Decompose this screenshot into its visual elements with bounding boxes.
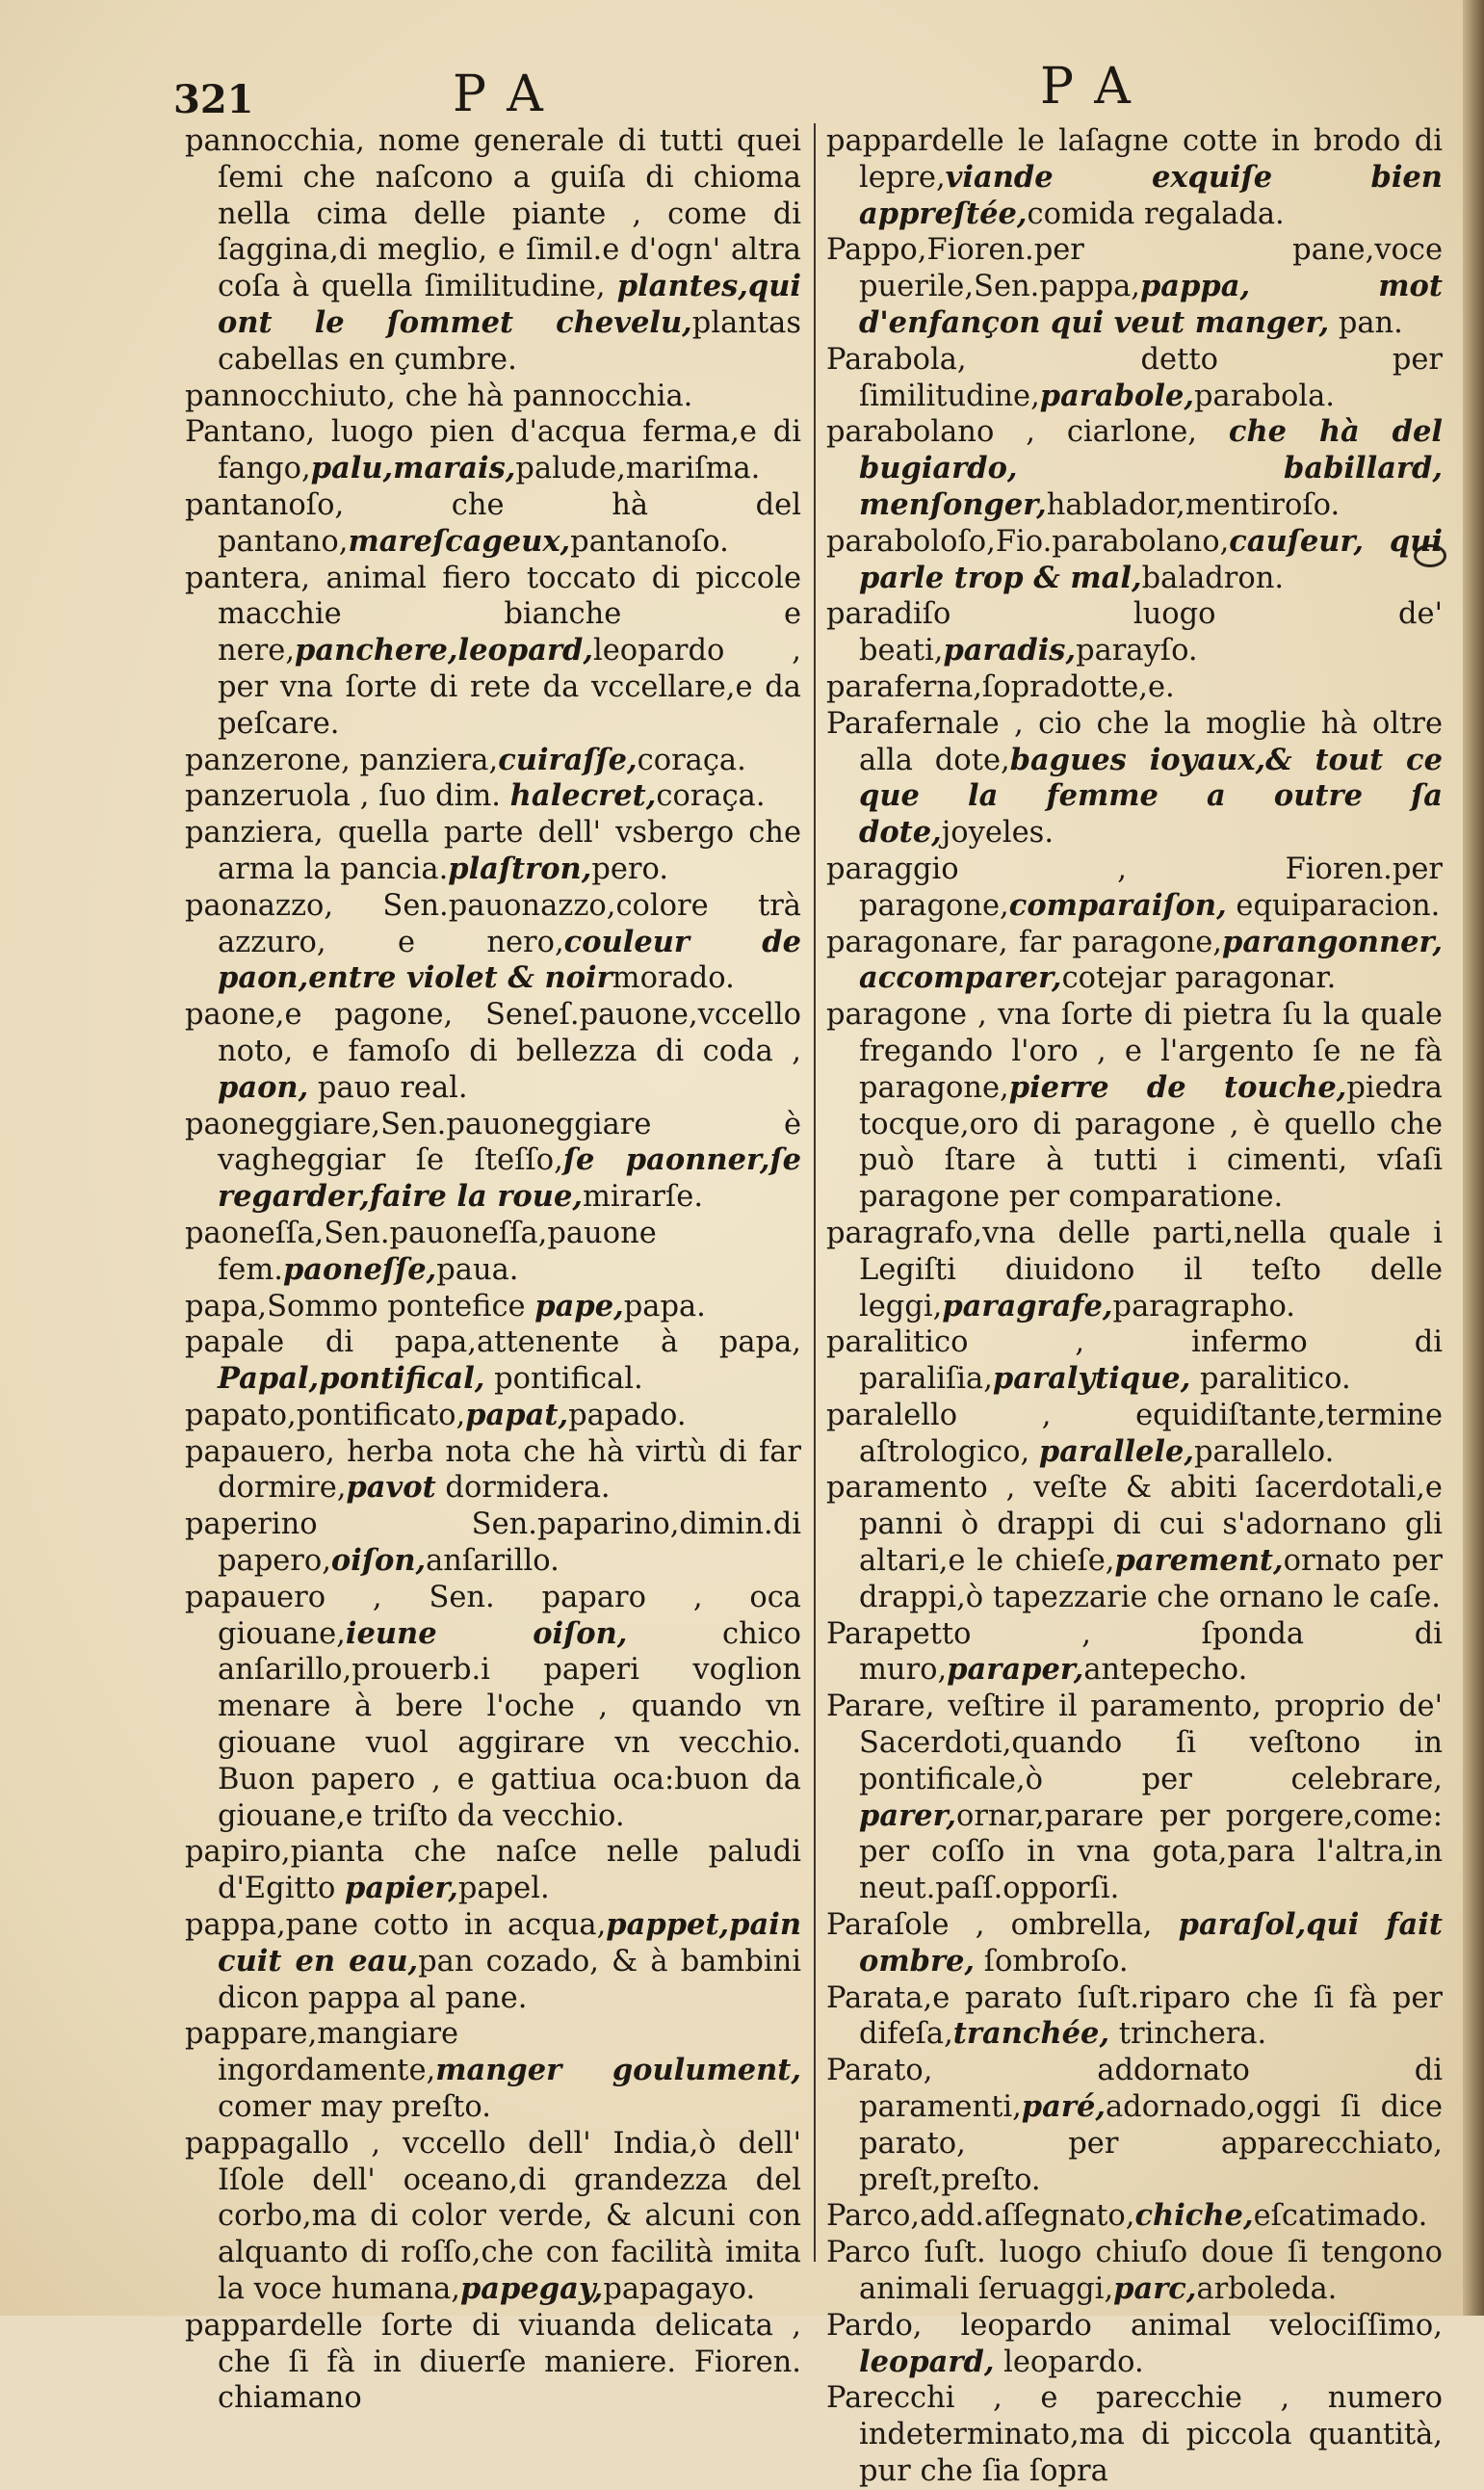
dictionary-entry	[826, 706, 1443, 852]
entry-french-gloss: papat,	[465, 1397, 569, 1432]
entry-spanish-gloss: pan.	[1329, 305, 1403, 340]
entry-spanish-gloss: pauo real.	[308, 1070, 468, 1105]
entry-headword: paraggio ,	[826, 852, 1127, 886]
entry-french-gloss: manger goulument,	[435, 2053, 801, 2088]
entry-spanish-gloss: plantas cabellas en çumbre.	[218, 305, 801, 377]
entry-headword: pappardelle	[185, 2308, 363, 2343]
entry-spanish-gloss: ſombroſo.	[975, 1944, 1129, 1979]
entry-italian-text: Sen.pauoneſſa,pauone fem.	[218, 1216, 657, 1287]
entry-french-gloss: viande exquiſe bien appreſtée,	[859, 159, 1443, 231]
entry-italian-text: far paragone,	[1007, 925, 1222, 959]
entry-headword: pantera,	[185, 561, 311, 595]
column-divider	[814, 123, 816, 2262]
entry-italian-text: animal fiero toccato di piccole macchie bianche e nere,	[218, 561, 801, 668]
entry-french-gloss: parangonner, accomparer,	[859, 924, 1443, 996]
dictionary-entry	[185, 123, 801, 379]
entry-headword: papato,	[185, 1398, 297, 1432]
entry-italian-text: add.aſſegnato,	[920, 2199, 1135, 2234]
entry-french-gloss: pape,	[534, 1288, 624, 1324]
entry-italian-text: veſtire il paramento, proprio de' Sacerdoti,quando ſi veſtono in pontificale,ò per celebrare,	[859, 1690, 1443, 1796]
entry-spanish-gloss: coraça.	[637, 743, 746, 777]
entry-french-gloss: Papal,pontifical,	[218, 1361, 485, 1397]
dictionary-entry	[826, 925, 1443, 998]
entry-headword: paragone ,	[826, 998, 987, 1033]
entry-spanish-gloss: chico anſarillo,prouerb.i paperi voglion menare à bere l'oche , quando vn giouane vuol aggirare vn vecchio. Buon papero , e gattiua oca:buon da giouane,e triſto da vecchio.	[218, 1616, 801, 1833]
dictionary-entry	[185, 1580, 801, 1835]
entry-french-gloss: halecret,	[509, 778, 657, 814]
dictionary-entry	[826, 123, 1443, 232]
entry-italian-text: Fioren.per pane,voce puerile,Sen.pappa,	[859, 233, 1443, 304]
dictionary-entry	[826, 1398, 1443, 1471]
entry-italian-text: leopardo animal velociſſimo,	[922, 2308, 1443, 2343]
entry-headword: Pappo,	[826, 233, 927, 268]
entry-french-gloss: paragrafe,	[942, 1288, 1113, 1324]
entry-french-gloss: palu,marais,	[310, 451, 516, 486]
entry-italian-text: infermo di paraliſia,	[859, 1325, 1443, 1397]
entry-italian-text: vna ſorte di pietra ſu la quale fregando l'oro , e l'argento ſe ne fà paragone,	[859, 998, 1443, 1105]
dictionary-entry	[185, 414, 801, 487]
right-column	[826, 123, 1443, 2490]
entry-headword: pappagallo ,	[185, 2126, 381, 2161]
entry-french-gloss: paraſol,qui fait ombre,	[859, 1907, 1443, 1979]
dictionary-entry	[185, 2126, 801, 2308]
entry-spanish-gloss: leopardo , per vna ſorte di rete da vccellare,e da peſcare.	[218, 634, 801, 741]
entry-french-gloss: mareſcageux,	[348, 523, 571, 559]
entry-headword: papiro,	[185, 1835, 291, 1870]
entry-italian-text: detto per ſimilitudine,	[859, 342, 1443, 413]
entry-spanish-gloss: piedra tocque,oro di paragone , è quello che può ſtare à tutti i cimenti, vſaſi paragone per comparatione.	[859, 1070, 1443, 1215]
entry-italian-text: addornato di paramenti,	[859, 2054, 1443, 2125]
entry-headword: paragonare,	[826, 925, 1008, 959]
dictionary-entry	[826, 2308, 1443, 2381]
dictionary-entry	[185, 815, 801, 888]
entry-italian-text: ciarlone,	[1034, 415, 1229, 450]
entry-spanish-gloss: papagayo.	[603, 2272, 756, 2307]
entry-spanish-gloss: trinchera.	[1109, 2017, 1267, 2052]
entry-italian-text: equidiſtante,termine aſtrologico,	[859, 1398, 1443, 1469]
entry-spanish-gloss: leopardo.	[994, 2345, 1144, 2379]
entry-italian-text: luogo de' beati,	[859, 597, 1443, 668]
entry-headword: Parare,	[826, 1690, 935, 1724]
entry-spanish-gloss: coraça.	[656, 779, 766, 814]
entry-french-gloss: ſe paonner,ſe regarder,faire la roue,	[218, 1142, 801, 1215]
entry-italian-text: pappardelle le laſagne cotte in brodo di lepre,	[826, 124, 1443, 195]
entry-french-gloss: cuiraſſe,	[498, 742, 638, 777]
entry-headword: Paraſole ,	[826, 1908, 985, 1943]
entry-spanish-gloss: joyeles.	[941, 816, 1054, 851]
entry-italian-text: nome generale di tutti quei ſemi che naſcono a guiſa di chioma nella cima delle piante , come di ſaggina,di meglio, e ſimil.e d'ogn' altra coſa à quella ſimilitudine,	[218, 124, 801, 304]
entry-french-gloss: papegay,	[459, 2271, 604, 2307]
dictionary-entry	[826, 997, 1443, 1216]
entry-spanish-gloss: papa.	[623, 1289, 706, 1324]
entry-italian-text: Sen. paparo , oca giouane,	[218, 1580, 801, 1651]
dictionary-entry	[185, 1834, 801, 1907]
entry-italian-text: Fioren.per paragone,	[859, 852, 1443, 923]
dictionary-entry	[826, 342, 1443, 415]
dictionary-entry	[826, 1324, 1443, 1398]
dictionary-entry	[185, 1324, 801, 1398]
dictionary-entry	[826, 1616, 1443, 1690]
entry-french-gloss: paon,	[218, 1069, 309, 1105]
dictionary-entry	[826, 1689, 1443, 1907]
dictionary-entry	[826, 2235, 1443, 2308]
entry-headword: Parabola,	[826, 342, 967, 377]
dictionary-entry	[185, 743, 801, 779]
entry-italian-text: mangiare ingordamente,	[218, 2017, 459, 2088]
entry-spanish-gloss: palude,mariſma.	[515, 452, 761, 486]
entry-headword: paoneggiare,	[185, 1107, 381, 1141]
entry-italian-text: Fio.parabolano,	[995, 524, 1230, 559]
entry-italian-text: vccello dell' India,ò dell' Iſole dell' oceano,di grandezza del corbo,ma di color verde, & alcuni con alquanto di roſſo,che con facilità imita la voce humana,	[218, 2126, 801, 2307]
dictionary-entry	[826, 1907, 1443, 1980]
entry-spanish-gloss: mirarſe.	[582, 1180, 704, 1215]
entry-headword: pantanoſo,	[185, 487, 345, 522]
entry-french-gloss: cauſeur, qui parle trop & mal,	[859, 523, 1443, 595]
entry-french-gloss: paradis,	[943, 633, 1077, 668]
entry-italian-text: ombrella,	[984, 1908, 1179, 1943]
dictionary-entry	[185, 1289, 801, 1325]
entry-headword: Parapetto ,	[826, 1616, 1091, 1651]
entry-headword: Parato,	[826, 2054, 933, 2088]
entry-italian-text: ſuſt. luogo chiuſo doue ſi tengono animali ſeruaggi,	[859, 2236, 1443, 2307]
entry-headword: paperino	[185, 1507, 318, 1542]
entry-spanish-gloss: antepecho.	[1083, 1653, 1248, 1688]
entry-italian-text: ſopradotte,e.	[981, 669, 1175, 704]
dictionary-entry	[185, 778, 801, 815]
entry-french-gloss: pappa, mot d'enfançon qui veut manger,	[859, 269, 1443, 340]
dictionary-entry	[826, 2380, 1443, 2489]
entry-italian-text: veſte & abiti ſacerdotali,e panni ò drappi di cui s'adornano gli altari,e le chieſe,	[859, 1471, 1443, 1579]
entry-headword: papale	[185, 1325, 285, 1360]
entry-headword: paralello ,	[826, 1398, 1052, 1432]
entry-french-gloss: tranchée,	[952, 2016, 1110, 2052]
dictionary-entry	[185, 1907, 801, 2016]
dictionary-entry	[826, 1216, 1443, 1324]
dictionary-entry	[185, 1507, 801, 1580]
entry-spanish-gloss: baladron.	[1141, 561, 1285, 595]
entry-spanish-gloss: paua.	[436, 1252, 519, 1287]
entry-headword: panzerone,	[185, 743, 351, 777]
entry-headword: paraferna,	[826, 669, 982, 704]
entry-french-gloss: paoneſſe,	[282, 1251, 437, 1287]
dictionary-entry	[826, 1980, 1443, 2054]
entry-headword: panzeruola ,	[185, 779, 370, 814]
entry-italian-text: e pagone, Seneſ.pauone,vccello noto, e famoſo di bellezza di coda ,	[218, 998, 801, 1068]
entry-italian-text: e parecchie , numero indeterminato,ma di piccola quantità, pur che ſia ſopra	[859, 2381, 1443, 2488]
entry-french-gloss: pappet,pain cuit en eau,	[218, 1907, 801, 1979]
entry-spanish-gloss: hablador,mentiroſo.	[1046, 487, 1341, 522]
entry-french-gloss: chiche,	[1134, 2198, 1254, 2234]
entry-spanish-gloss: pero.	[591, 852, 669, 886]
entry-spanish-gloss: paragrapho.	[1112, 1289, 1295, 1324]
entry-italian-text: pianta che naſce nelle paludi d'Egitto	[218, 1835, 801, 1906]
entry-spanish-gloss: paralitico.	[1190, 1362, 1351, 1397]
entry-french-gloss: che hà del bugiardo, babillard, menſonger,	[859, 414, 1443, 522]
entry-italian-text: pontificato,	[296, 1398, 466, 1432]
entry-italian-text: Sen.paparino,dimin.di papero,	[218, 1507, 801, 1579]
page-number: 321	[173, 77, 254, 122]
entry-italian-text: Sen.pauoneggiare è vagheggiar ſe ſteſſo,	[218, 1107, 801, 1178]
entry-french-gloss: parer,	[859, 1797, 957, 1833]
entry-spanish-gloss: anſarillo.	[426, 1544, 560, 1579]
running-head-left: PA	[453, 66, 568, 123]
entry-italian-text: che hà del pantano,	[218, 487, 801, 559]
entry-french-gloss: comparaiſon,	[1008, 887, 1227, 923]
dictionary-entry	[826, 596, 1443, 669]
dictionary-entry	[826, 669, 1443, 706]
entry-italian-text: e parato ſuſt.riparo che ſi fà per difeſa,	[859, 1980, 1443, 2052]
dictionary-entry	[185, 888, 801, 997]
entry-spanish-gloss: comer may preſto.	[218, 2090, 491, 2125]
dictionary-entry	[826, 524, 1443, 597]
entry-headword: Parco,	[826, 2199, 921, 2234]
entry-french-gloss: pavot	[346, 1470, 436, 1506]
entry-headword: panziera,	[185, 816, 324, 851]
entry-italian-text: quella parte dell' vsbergo che arma la pancia.	[218, 816, 801, 886]
entry-headword: paragrafo,	[826, 1216, 983, 1250]
entry-spanish-gloss: papado.	[568, 1398, 687, 1432]
entry-headword: paralitico ,	[826, 1325, 1085, 1360]
entry-french-gloss: couleur de paon,entre violet & noir	[218, 924, 801, 996]
entry-headword: pannocchiuto,	[185, 379, 396, 413]
entry-headword: pannocchia,	[185, 124, 365, 158]
entry-headword: parabolano ,	[826, 415, 1035, 450]
entry-french-gloss: parc,	[1113, 2271, 1197, 2307]
entry-french-gloss: pierre de touche,	[1008, 1069, 1347, 1105]
entry-french-gloss: panchere,leopard,	[295, 633, 593, 668]
left-column	[185, 123, 801, 2417]
entry-french-gloss: paralytique,	[992, 1361, 1191, 1397]
entry-italian-text: ſponda di muro,	[859, 1616, 1443, 1688]
dictionary-entry	[185, 1216, 801, 1289]
entry-headword: Parata,	[826, 1980, 933, 2015]
running-head-right: PA	[1040, 58, 1156, 116]
dictionary-entry	[185, 1434, 801, 1507]
entry-italian-text: di papa,attenente à papa,	[284, 1325, 801, 1360]
entry-headword: pappare,	[185, 2017, 318, 2052]
entry-spanish-gloss: arboleda.	[1196, 2272, 1338, 2307]
dictionary-entry	[185, 379, 801, 415]
entry-french-gloss: bagues ioyaux,& tout ce que la femme a outre ſa dote,	[859, 742, 1443, 851]
entry-headword: paone,	[185, 998, 285, 1033]
entry-spanish-gloss: eſcatimado.	[1253, 2199, 1428, 2234]
dictionary-entry	[185, 997, 801, 1106]
dictionary-entry	[185, 1107, 801, 1216]
entry-spanish-gloss: dormidera.	[435, 1471, 611, 1506]
entry-spanish-gloss: morado.	[612, 961, 735, 996]
entry-headword: papauero,	[185, 1434, 335, 1469]
entry-headword: papa,	[185, 1289, 268, 1324]
dictionary-entry	[185, 487, 801, 561]
entry-italian-text: pane cotto in acqua,	[285, 1908, 607, 1943]
entry-headword: paonazzo,	[185, 888, 334, 923]
entry-spanish-gloss: pontifical.	[484, 1362, 643, 1397]
entry-headword: pappa,	[185, 1908, 286, 1943]
entry-spanish-gloss: equiparacion.	[1226, 888, 1441, 923]
dictionary-entry	[826, 852, 1443, 925]
entry-french-gloss: parement,	[1114, 1543, 1284, 1579]
dictionary-entry	[185, 2308, 801, 2417]
entry-spanish-gloss: parayſo.	[1076, 634, 1198, 668]
entry-spanish-gloss: ornato per drappi,ò tapezzarie che ornano le caſe.	[859, 1544, 1443, 1614]
dictionary-entry	[826, 2053, 1443, 2198]
entry-headword: papauero ,	[185, 1580, 382, 1614]
entry-spanish-gloss: adornado,oggi ſi dice parato, per apparecchiato, preſt,preſto.	[859, 2090, 1443, 2197]
entry-french-gloss: parabole,	[1039, 378, 1194, 413]
dictionary-entry	[826, 232, 1443, 341]
dictionary-entry	[826, 1470, 1443, 1615]
entry-headword: Parafernale ,	[826, 706, 1024, 741]
dictionary-entry	[185, 1398, 801, 1434]
entry-headword: Parecchi ,	[826, 2381, 1002, 2416]
entry-spanish-gloss: parallelo.	[1194, 1434, 1335, 1469]
page-edge-shadow	[1463, 0, 1484, 2316]
entry-italian-text: ſorte di viuanda delicata , che ſi fà in diuerſe maniere. Fioren. chiamano	[218, 2308, 801, 2416]
entry-headword: paoneſſa,	[185, 1216, 325, 1250]
entry-french-gloss: paraper,	[947, 1652, 1084, 1688]
dictionary-entry	[826, 2198, 1443, 2235]
entry-french-gloss: paré,	[1021, 2089, 1106, 2125]
entry-headword: Pantano,	[185, 415, 316, 450]
entry-spanish-gloss: papel.	[457, 1872, 550, 1906]
entry-french-gloss: oiſon,	[330, 1543, 427, 1579]
entry-headword: Pardo,	[826, 2308, 923, 2343]
entry-italian-text: vna delle parti,nella quale i Legiſti diuidono il teſto delle leggi,	[859, 1216, 1443, 1324]
entry-spanish-gloss: parabola.	[1194, 379, 1335, 413]
entry-italian-text: Sen.pauonazzo,colore trà azzuro, e nero,	[218, 888, 801, 959]
entry-french-gloss: parallele,	[1038, 1433, 1195, 1469]
entry-spanish-gloss: ornar,parare per porgere,come: per coſſo in vna gota,para l'altra,in neut.paſſ.opporſi.	[859, 1798, 1443, 1906]
entry-italian-text: cio che la moglie hà oltre alla dote,	[859, 706, 1444, 777]
entry-headword: paradiſo	[826, 597, 951, 632]
entry-headword: Parco	[826, 2236, 911, 2270]
entry-headword: paraboloſo,	[826, 524, 996, 559]
entry-french-gloss: plantes,qui ont le ſommet chevelu,	[218, 269, 801, 340]
entry-italian-text: luogo pien d'acqua ferma,e di fango,	[218, 415, 801, 486]
dictionary-entry	[185, 561, 801, 743]
entry-italian-text: che hà pannocchia.	[395, 379, 693, 413]
entry-italian-text: Sommo pontefice	[267, 1289, 535, 1324]
entry-french-gloss: papier,	[345, 1871, 458, 1906]
entry-italian-text: ſuo dim.	[369, 779, 510, 814]
entry-spanish-gloss: pan cozado, & à bambini dicon pappa al pane.	[218, 1944, 801, 2015]
entry-french-gloss: ieune oiſon,	[345, 1615, 628, 1651]
entry-spanish-gloss: pantanoſo.	[570, 524, 729, 559]
entry-french-gloss: plaſtron,	[448, 851, 592, 886]
entry-italian-text: panziera,	[350, 743, 499, 777]
dictionary-entry	[185, 2016, 801, 2125]
dictionary-entry	[826, 414, 1443, 523]
entry-italian-text: herba nota che hà virtù di far dormire,	[218, 1434, 801, 1506]
entry-french-gloss: leopard,	[859, 2344, 995, 2379]
entry-headword: paramento ,	[826, 1471, 1016, 1506]
entry-spanish-gloss: comida regalada.	[1027, 197, 1285, 231]
entry-spanish-gloss: cotejar paragonar.	[1061, 961, 1337, 996]
